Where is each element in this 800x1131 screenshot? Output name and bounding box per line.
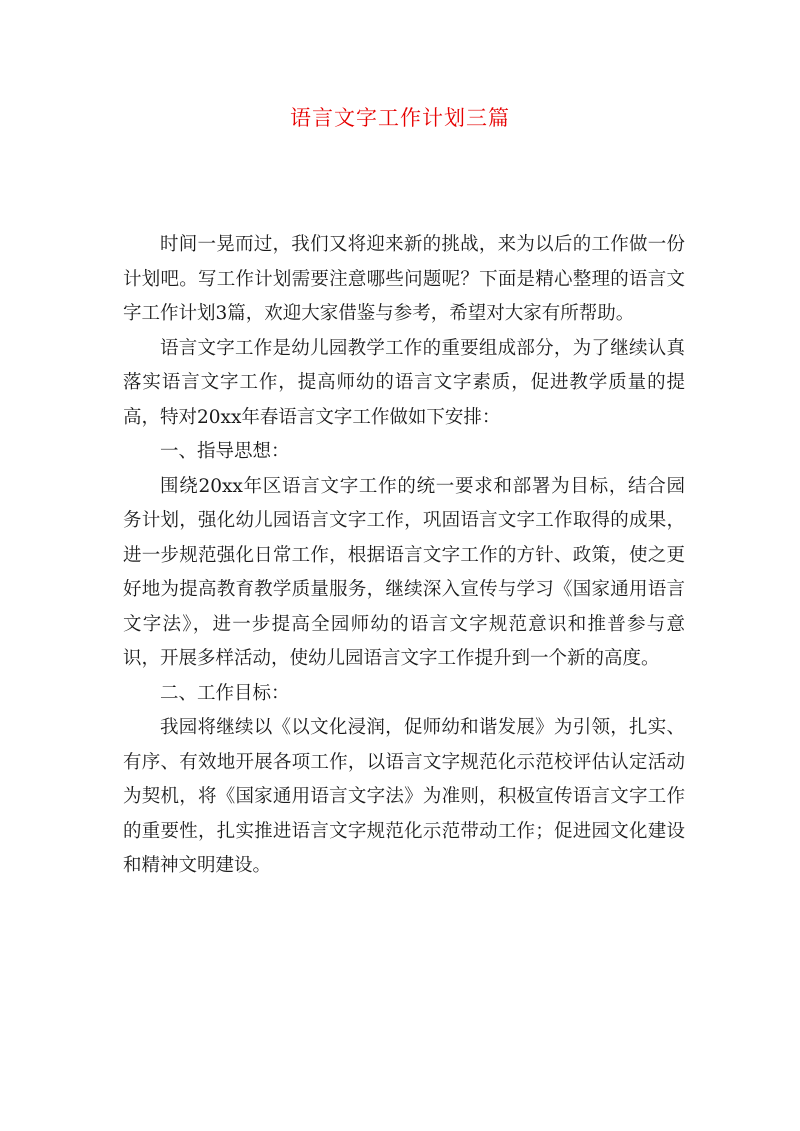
paragraph-work-goals: 我园将继续以《以文化浸润，促师幼和谐发展》为引领，扎实、有序、有效地开展各项工作，以语言文字规范化示范校评估认定活动为契机，将《国家通用语言文字法》为准则，积极宣传语言文字工作的重要性，扎实推进语言文字规范化示范带动工作；促进园文化建设和精神文明建设。 <box>123 717 685 876</box>
document-title: 语言文字工作计划三篇 <box>290 106 510 130</box>
paragraph-overview: 语言文字工作是幼儿园教学工作的重要组成部分，为了继续认真落实语言文字工作，提高师幼的语言文字素质，促进教学质量的提高，特对20xx年春语言文字工作做如下安排： <box>123 337 685 428</box>
paragraph-guiding-thought: 围绕20xx年区语言文字工作的统一要求和部署为目标，结合园务计划，强化幼儿园语言文字工作，巩固语言文字工作取得的成果，进一步规范强化日常工作，根据语言文字工作的方针、政策，使之更好地为提高教育教学质量服务，继续深入宣传与学习《国家通用语言文字法》，进一步提高全园师幼的语言文字规范意识和推普参与意识，开展多样活动，使幼儿园语言文字工作提升到一个新的高度。 <box>123 475 685 669</box>
paragraph-intro: 时间一晃而过，我们又将迎来新的挑战，来为以后的工作做一份计划吧。写工作计划需要注意哪些问题呢？下面是精心整理的语言文字工作计划3篇，欢迎大家借鉴与参考，希望对大家有所帮助。 <box>123 234 685 324</box>
section-heading-guiding-thought: 一、指导思想： <box>160 441 290 462</box>
section-heading-work-goals: 二、工作目标： <box>160 682 290 704</box>
document-body <box>123 228 685 884</box>
